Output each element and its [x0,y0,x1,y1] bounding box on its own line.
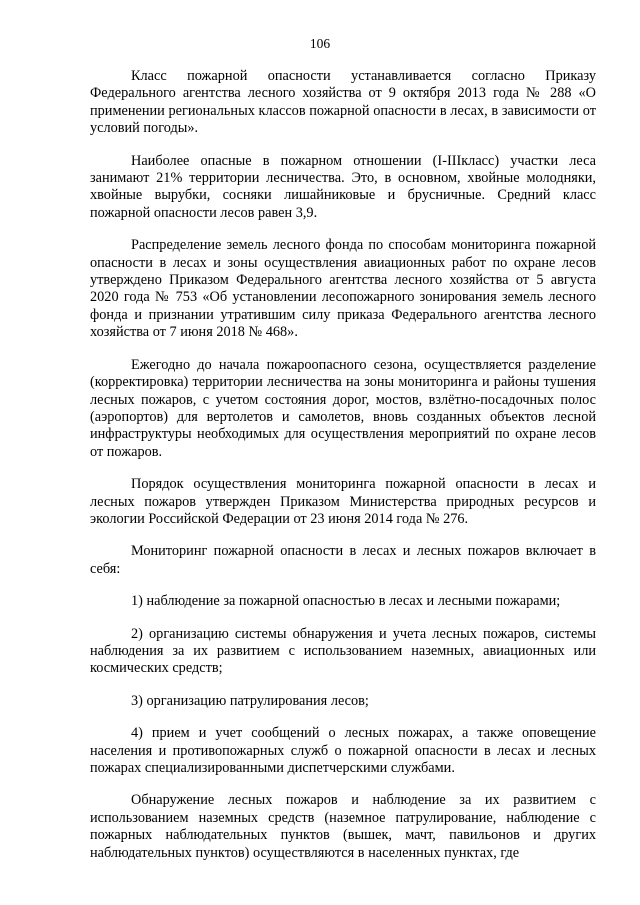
paragraph-annual-zoning: Ежегодно до начала пожароопасного сезона, осуществляется разделение (корректировка) территории лесничества на зоны мониторинга и районы тушения лесных пожаров, с учетом состояния дорог, мостов, взлётно-посадочных полос (аэропортов) для вертолетов и самолетов, вновь созданных объектов лесной инфраструктуры необходимых для осуществления мероприятий по охране лесов от пожаров. [90,356,596,460]
paragraph-monitoring-includes: Мониторинг пожарной опасности в лесах и лесных пожаров включает в себя: [90,543,596,577]
list-item-4: 4) прием и учет сообщений о лесных пожарах, а также оповещение населения и противопожарных служб о пожарной опасности в лесах и лесных пожарах специализированными диспетчерскими службами. [90,725,596,776]
paragraph-land-distribution: Распределение земель лесного фонда по способам мониторинга пожарной опасности в лесах и зоны осуществления авиационных работ по охране лесов утверждено Приказом Федерального агентства лесного хозяйства от 5 августа 2020 года № 753 «Об установлении лесопожарного зонирования земель лесного фонда и признании утратившим силу приказа Федерального агентства лесного хозяйства от 7 июня 2018 № 468». [90,237,596,341]
list-item-3: 3) организацию патрулирования лесов; [131,692,369,709]
list-item-1: 1) наблюдение за пожарной опасностью в лесах и лесными пожарами; [131,593,561,610]
paragraph-monitoring-procedure: Порядок осуществления мониторинга пожарной опасности в лесах и лесных пожаров утвержден Приказом Министерства природных ресурсов и экологии Российской Федерации от 23 июня 2014 года № 276. [90,476,596,527]
paragraph-ground-detection: Обнаружение лесных пожаров и наблюдение за их развитием с использованием наземных средств (наземное патрулирование, наблюдение с пожарных наблюдательных пунктов (вышек, мачт, павильонов и других наблюдательных пунктов) осуществляются в населенных пунктах, где [90,792,596,861]
paragraph-dangerous-areas: Наиболее опасные в пожарном отношении (I-IIIкласс) участки леса занимают 21% территории лесничества. Это, в основном, хвойные молодняки, хвойные вырубки, сосняки лишайниковые и брусничные. Средний класс пожарной опасности лесов равен 3,9. [90,152,596,221]
list-item-2: 2) организацию системы обнаружения и учета лесных пожаров, системы наблюдения за их развитием с использованием наземных, авиационных или космических средств; [90,625,596,677]
paragraph-fire-class-order: Класс пожарной опасности устанавливается согласно Приказу Федерального агентства лесного хозяйства от 9 октября 2013 года № 288 «О применении региональных классов пожарной опасности в лесах, в зависимости от условий погоды». [90,68,596,137]
document-body [90,68,596,877]
page-number: 106 [309,36,331,51]
